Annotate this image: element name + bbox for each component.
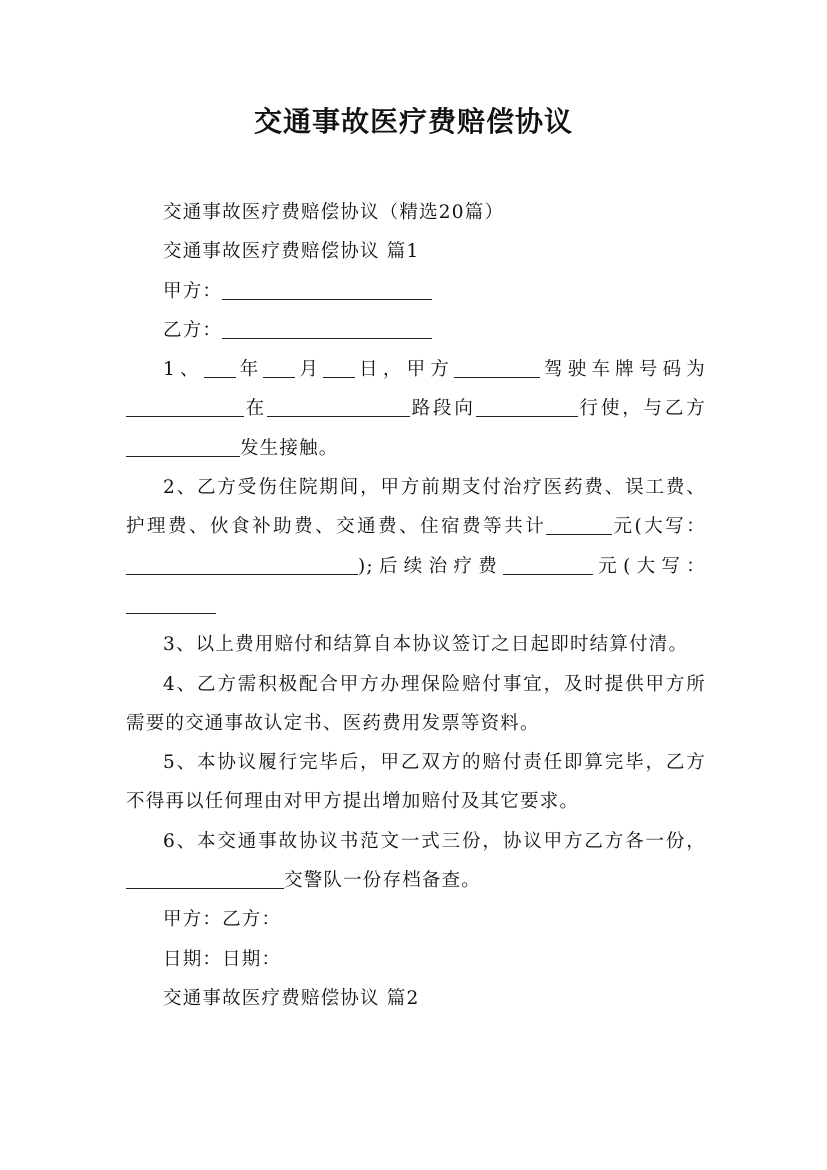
followup-amount-blank [503, 554, 593, 574]
clause-2-text: 2、乙方受伤住院期间，甲方前期支付治疗医药费、误工费、护理费、伙食补助费、交通费、住宿费等共计 [126, 477, 706, 538]
document-heading: 交通事故医疗费赔偿协议（精选20篇） [163, 202, 505, 223]
party-a-blank [222, 279, 432, 299]
direction-blank [476, 397, 578, 417]
clause-4: 4、乙方需积极配合甲方办理保险赔付事宜，及时提供甲方所需要的交通事故认定书、医药费用发票等资料。 [126, 673, 706, 734]
clause-2 [126, 468, 706, 625]
month-blank [263, 358, 295, 378]
document-title: 交通事故医疗费赔偿协议 [253, 105, 573, 138]
party-a-name-blank [454, 358, 540, 378]
copy-holder-blank [126, 869, 284, 889]
clause-2-followup: );后续治疗费 [358, 555, 504, 577]
clause-1-road: 路段向 [410, 398, 476, 420]
day-blank [323, 358, 355, 378]
clause-6 [126, 822, 706, 901]
clause-2-followup-capital: 元(大写： [593, 555, 707, 577]
section2-title: 交通事故医疗费赔偿协议 篇2 [163, 987, 420, 1009]
clause-1-plate: 驾驶车牌号码为 [540, 359, 707, 381]
location-blank [267, 397, 410, 417]
clause-1-day: 日，甲方 [355, 359, 455, 381]
clause-1-number: 1、 [163, 359, 204, 381]
clause-1-at: 在 [244, 398, 268, 420]
signature-dates: 日期：日期： [163, 948, 282, 970]
year-blank [204, 358, 236, 378]
clause-1-month: 月 [295, 359, 324, 381]
clause-1-year: 年 [235, 359, 264, 381]
party-b-blank [222, 318, 432, 338]
clause-1-drive: 行使，与乙方 [577, 398, 706, 420]
clause-1-contact: 发生接触。 [240, 437, 339, 459]
document-body [126, 193, 706, 1018]
party-a-line [126, 272, 706, 311]
signature-parties: 甲方：乙方： [163, 909, 282, 931]
followup-capital-blank [126, 594, 216, 614]
party-b-line [126, 311, 706, 350]
clause-6-text-end: 交警队一份存档备查。 [284, 870, 482, 892]
clause-1 [126, 350, 706, 468]
party-b-contact-blank [126, 436, 240, 456]
clause-2-capital-label: 元(大写： [612, 516, 706, 538]
plate-blank [126, 397, 244, 417]
clause-3: 3、以上费用赔付和结算自本协议签订之日起即时结算付清。 [163, 634, 689, 656]
capital-amount-blank [126, 554, 358, 574]
clause-6-text: 6、本交通事故协议书范文一式三份，协议甲方乙方各一份， [163, 830, 706, 852]
party-b-label: 乙方： [163, 319, 223, 341]
section1-title: 交通事故医疗费赔偿协议 篇1 [163, 241, 420, 263]
clause-5: 5、本协议履行完毕后，甲乙双方的赔付责任即算完毕，乙方不得再以任何理由对甲方提出增加赔付及其它要求。 [126, 752, 706, 813]
total-amount-blank [546, 515, 612, 535]
party-a-label: 甲方： [163, 280, 223, 302]
